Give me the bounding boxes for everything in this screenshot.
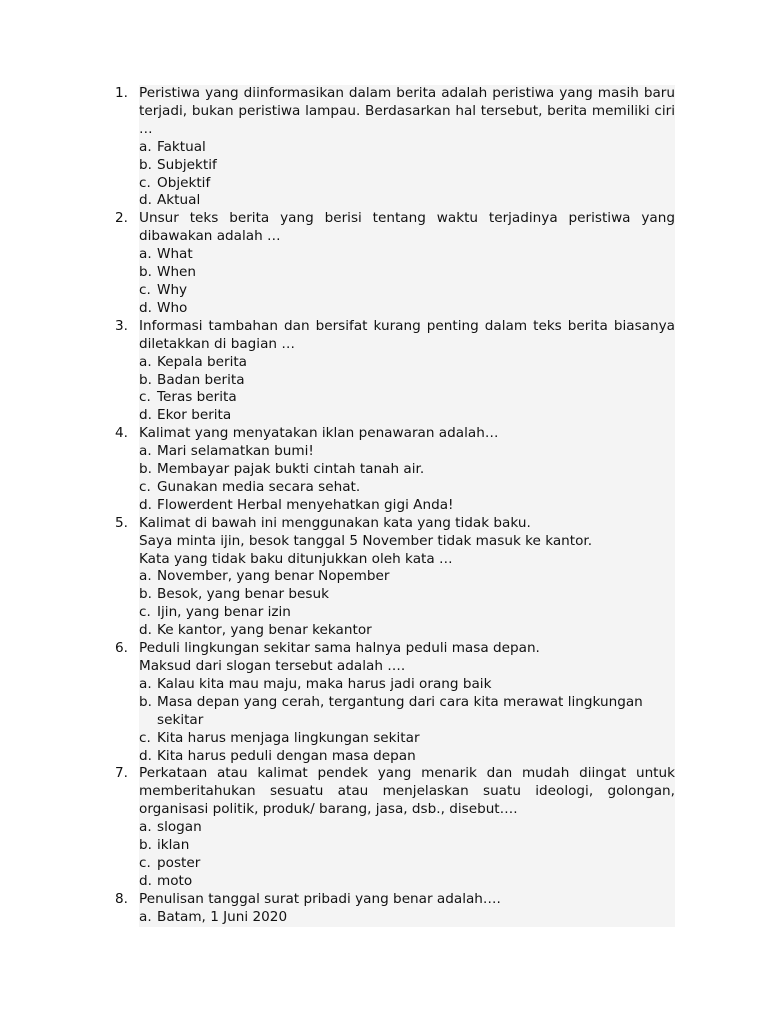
option-text: Batam, 1 Juni 2020 bbox=[157, 908, 288, 925]
option-letter: a. bbox=[139, 908, 152, 925]
option-letter: b. bbox=[139, 837, 152, 854]
question-text: Perkataan atau kalimat pendek yang menarik dan mudah diingat untuk memberitahukan sesuatu atau menjelaskan suatu ideologi, golongan, organisasi politik, produk/ barang, jasa, dsb., disebut…. bbox=[139, 765, 675, 818]
question-number: 5. bbox=[115, 514, 128, 531]
option-text: Kita harus menjaga lingkungan sekitar bbox=[157, 729, 420, 746]
option-letter: c. bbox=[139, 174, 151, 191]
option-letter: d. bbox=[139, 496, 152, 513]
answer-option bbox=[139, 837, 675, 855]
question-body bbox=[139, 640, 675, 765]
answer-option bbox=[139, 264, 675, 282]
option-text: iklan bbox=[157, 837, 190, 854]
answer-option bbox=[139, 586, 675, 604]
option-text: When bbox=[157, 264, 197, 281]
question-text: Kata yang tidak baku ditunjukkan oleh kata … bbox=[139, 550, 453, 567]
option-text: Badan berita bbox=[157, 371, 245, 388]
option-text: Who bbox=[157, 299, 188, 316]
answer-option bbox=[139, 909, 675, 927]
question-row bbox=[115, 318, 675, 425]
option-text: Membayar pajak bukti cintah tanah air. bbox=[157, 461, 425, 478]
option-text: Kalau kita mau maju, maka harus jadi orang baik bbox=[157, 675, 492, 692]
question-item bbox=[115, 891, 675, 927]
question-item bbox=[115, 640, 675, 765]
option-letter: a. bbox=[139, 353, 152, 370]
option-text: Ekor berita bbox=[157, 407, 232, 424]
option-text: Ijin, yang benar izin bbox=[157, 604, 291, 621]
answer-option bbox=[139, 479, 675, 497]
option-text: What bbox=[157, 246, 193, 263]
option-letter: a. bbox=[139, 675, 152, 692]
option-letter: d. bbox=[139, 872, 152, 889]
answer-option bbox=[139, 407, 675, 425]
option-letter: b. bbox=[139, 586, 152, 603]
answer-option bbox=[139, 676, 675, 694]
option-letter: b. bbox=[139, 461, 152, 478]
answer-option bbox=[139, 604, 675, 622]
option-letter: a. bbox=[139, 568, 152, 585]
question-number: 6. bbox=[115, 640, 128, 657]
option-text: slogan bbox=[157, 819, 202, 836]
option-text: Subjektif bbox=[157, 156, 217, 173]
question-item bbox=[115, 765, 675, 890]
option-letter: c. bbox=[139, 729, 151, 746]
option-text: Kepala berita bbox=[157, 353, 248, 370]
option-text: poster bbox=[157, 854, 201, 871]
question-number: 7. bbox=[115, 765, 128, 782]
answer-option bbox=[139, 300, 675, 318]
option-letter: a. bbox=[139, 246, 152, 263]
question-text: Maksud dari slogan tersebut adalah …. bbox=[139, 658, 406, 674]
answer-option bbox=[139, 873, 675, 891]
option-letter: c. bbox=[139, 281, 151, 298]
question-number: 1. bbox=[115, 85, 128, 101]
answer-option bbox=[139, 192, 675, 210]
option-text: Besok, yang benar besuk bbox=[157, 586, 329, 603]
answer-option bbox=[139, 389, 675, 407]
question-row bbox=[115, 765, 675, 890]
option-text: Kita harus peduli dengan masa depan bbox=[157, 747, 416, 764]
option-text: Gunakan media secara sehat. bbox=[157, 478, 361, 495]
answer-option bbox=[139, 748, 675, 766]
answer-option bbox=[139, 157, 675, 175]
question-text: Kalimat yang menyatakan iklan penawaran adalah… bbox=[139, 425, 499, 442]
question-number: 4. bbox=[115, 425, 128, 442]
answer-option bbox=[139, 372, 675, 390]
question-body bbox=[139, 85, 675, 210]
question-text: Informasi tambahan dan bersifat kurang penting dalam teks berita biasanya diletakkan di bagian … bbox=[139, 317, 675, 352]
question-text: Kalimat di bawah ini menggunakan kata yang tidak baku. bbox=[139, 514, 531, 531]
option-letter: d. bbox=[139, 747, 152, 764]
question-row bbox=[115, 640, 675, 765]
question-item bbox=[115, 210, 675, 317]
question-number: 8. bbox=[115, 890, 128, 907]
option-letter: b. bbox=[139, 371, 152, 388]
question-item bbox=[115, 318, 675, 425]
question-body bbox=[139, 765, 675, 890]
question-item bbox=[115, 425, 675, 515]
answer-option bbox=[139, 730, 675, 748]
option-letter: b. bbox=[139, 693, 152, 710]
question-body bbox=[139, 891, 675, 927]
option-text: Flowerdent Herbal menyehatkan gigi Anda! bbox=[157, 496, 454, 513]
question-text: Penulisan tanggal surat pribadi yang benar adalah…. bbox=[139, 890, 501, 907]
question-body bbox=[139, 210, 675, 317]
option-letter: a. bbox=[139, 443, 152, 460]
option-text: moto bbox=[157, 872, 193, 889]
question-number: 2. bbox=[115, 210, 128, 227]
option-text: Faktual bbox=[157, 138, 206, 155]
answer-option bbox=[139, 497, 675, 515]
question-item bbox=[115, 515, 675, 640]
option-letter: d. bbox=[139, 622, 152, 639]
question-text: Peduli lingkungan sekitar sama halnya peduli masa depan. bbox=[139, 640, 540, 657]
answer-option bbox=[139, 855, 675, 873]
option-letter: c. bbox=[139, 478, 151, 495]
question-body bbox=[139, 515, 675, 640]
answer-option bbox=[139, 282, 675, 300]
option-text: Masa depan yang cerah, tergantung dari cara kita merawat lingkungan sekitar bbox=[157, 693, 643, 728]
question-row bbox=[115, 85, 675, 210]
option-text: Aktual bbox=[157, 192, 201, 209]
option-text: Ke kantor, yang benar kekantor bbox=[157, 622, 372, 639]
question-item bbox=[115, 85, 675, 210]
option-letter: b. bbox=[139, 156, 152, 173]
answer-option bbox=[139, 819, 675, 837]
answer-option bbox=[139, 246, 675, 264]
option-text: Mari selamatkan bumi! bbox=[157, 443, 314, 460]
question-row bbox=[115, 515, 675, 640]
answer-option bbox=[139, 354, 675, 372]
option-letter: c. bbox=[139, 389, 151, 406]
answer-option bbox=[139, 461, 675, 479]
option-text: Teras berita bbox=[157, 389, 237, 406]
question-text: Saya minta ijin, besok tanggal 5 November tidak masuk ke kantor. bbox=[139, 532, 593, 549]
option-letter: d. bbox=[139, 192, 152, 209]
answer-option bbox=[139, 622, 675, 640]
answer-option bbox=[139, 443, 675, 461]
option-letter: a. bbox=[139, 819, 152, 836]
question-body bbox=[139, 318, 675, 425]
option-letter: d. bbox=[139, 407, 152, 424]
question-list bbox=[115, 85, 675, 927]
option-text: November, yang benar Nopember bbox=[157, 568, 390, 585]
option-text: Why bbox=[157, 281, 188, 298]
question-text: Peristiwa yang diinformasikan dalam berita adalah peristiwa yang masih baru terjadi, bukan peristiwa lampau. Berdasarkan hal tersebut, berita memiliki ciri … bbox=[139, 85, 675, 137]
question-row bbox=[115, 210, 675, 317]
option-text: Objektif bbox=[157, 174, 211, 191]
question-number: 3. bbox=[115, 317, 128, 334]
question-text: Unsur teks berita yang berisi tentang waktu terjadinya peristiwa yang dibawakan adalah … bbox=[139, 210, 675, 245]
answer-option bbox=[139, 694, 675, 730]
option-letter: a. bbox=[139, 138, 152, 155]
question-row bbox=[115, 891, 675, 927]
answer-option bbox=[139, 175, 675, 193]
option-letter: b. bbox=[139, 264, 152, 281]
option-letter: d. bbox=[139, 299, 152, 316]
option-letter: c. bbox=[139, 604, 151, 621]
question-body bbox=[139, 425, 675, 515]
option-letter: c. bbox=[139, 854, 151, 871]
question-row bbox=[115, 425, 675, 515]
answer-option bbox=[139, 139, 675, 157]
answer-option bbox=[139, 568, 675, 586]
